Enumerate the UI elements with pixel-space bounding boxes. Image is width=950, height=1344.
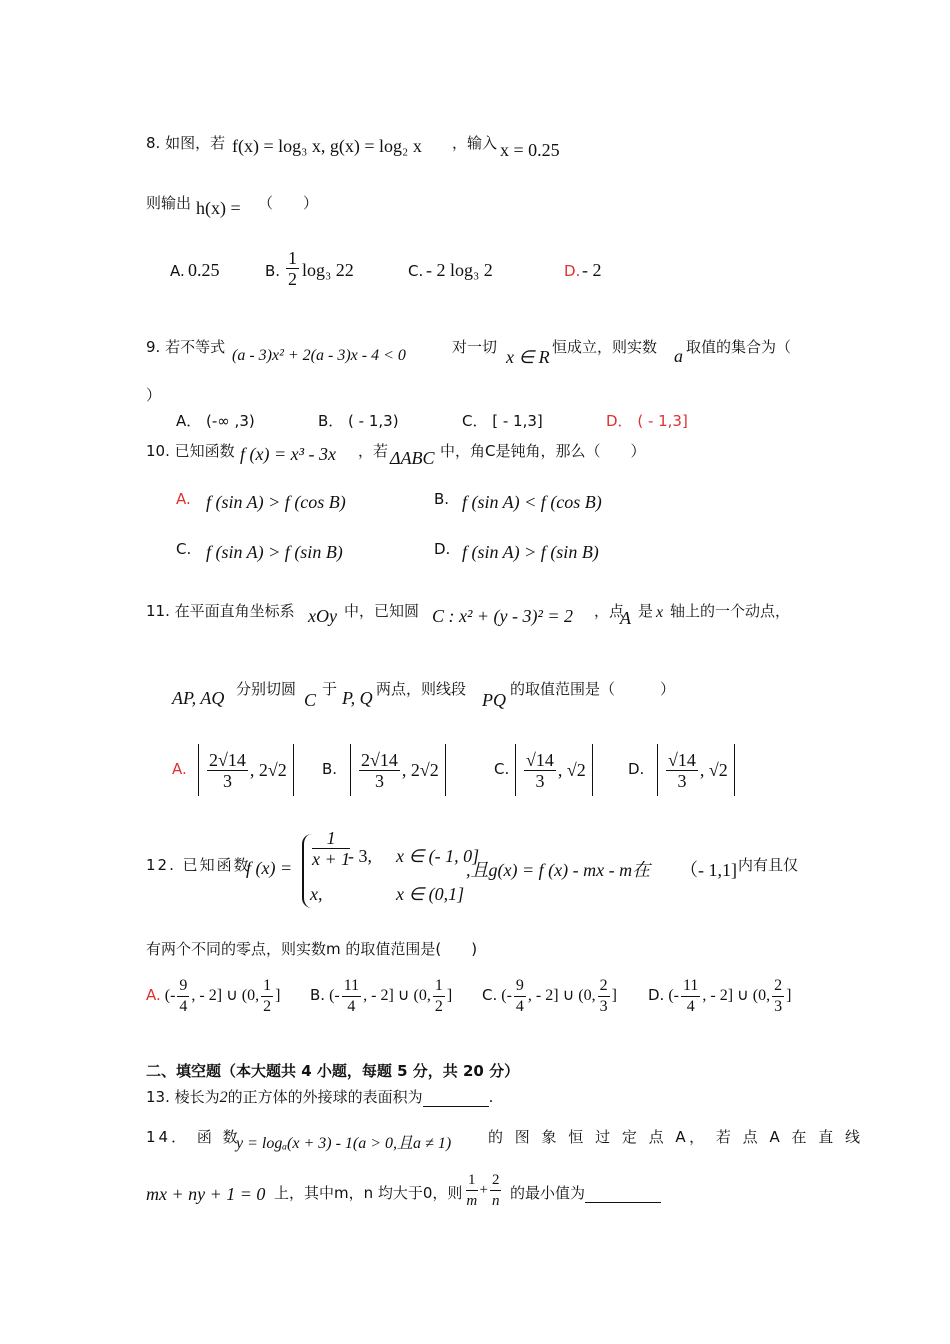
q11-mid2: ，点 [594,602,625,620]
q10-triangle: ΔABC [390,448,435,468]
q12-piece1-rest: - 3, [348,846,372,866]
q12-tail: 内有且仅 [738,856,799,874]
q11-system: xOy [308,606,337,626]
q11-points-pq: P, Q [342,688,373,708]
q8-option-b: log₃ 22 [302,260,354,280]
q9-tail: 恒成立，则实数 [552,338,658,356]
q9-option-b: B． ( - 1,3) [318,412,399,430]
q8-paren: （ ） [258,194,319,212]
q12-condition: ,且g(x) = f (x) - mx - m在 [466,860,651,880]
q12-option-b: B. (- $\frac{11}{4}$ , - 2] ∪ (0, $\frac{1}{2}$ ] [310,977,453,1015]
q11-circle: C : x² + (y - 3)² = 2 [432,606,574,626]
q11-option-d-label: D. [628,760,645,778]
q14-answer-blank[interactable] [585,1202,661,1203]
q8-input-label: ，输入 [452,134,498,152]
q10-option-a-label: A. [176,490,191,508]
q9-stem: 9. 若不等式 [146,338,226,356]
q10-option-b-label: B. [434,490,450,508]
q14-tail: 的 图 象 恒 过 定 点 A， 若 点 A 在 直 线 [488,1128,864,1146]
q11-option-a-label: A. [172,760,187,778]
q8-functions: f(x) = log₃ x, g(x) = log₂ x [232,136,422,156]
q11-option-c: $\frac{√14}{3}$ , √2 [515,744,593,796]
q14-question: 的最小值为 [510,1182,661,1203]
q12-option-a: A. (- $\frac{9}{4}$ , - 2] ∪ (0, $\frac{1}{2}$ ] [146,977,281,1015]
q10-mid: ，若 [358,442,389,460]
q12-interval: （- 1,1] [680,860,737,880]
q8-option-d: - 2 [582,260,602,280]
q10-stem: 10. 已知函数 [146,442,235,460]
q9-var: a [674,346,683,366]
q12-piece2: x, [310,884,323,904]
q11-point: A [620,608,631,628]
q11-segment: PQ [482,690,506,710]
q14-function: y = logₐ(x + 3) - 1(a > 0,且a ≠ 1) [236,1135,452,1152]
q12-stem: 12. 已知函数 [146,856,251,874]
q10-option-c-label: C. [176,540,192,558]
q10-option-b: f (sin A) < f (cos B) [462,492,602,512]
q12-fx: f (x) = [246,858,293,878]
q9-mid: 对一切 [452,338,498,356]
q9-option-a: A． (-∞ ,3) [176,412,255,430]
q9-inequality: (a - 3)x² + 2(a - 3)x - 4 < 0 [232,347,406,364]
q8-input-value: x = 0.25 [500,140,560,160]
q11-l2b: 分别切圆 [236,680,297,698]
q11-axis: x [656,604,664,621]
q11-option-d: $\frac{√14}{3}$ , √2 [657,744,735,796]
q10-option-d-label: D. [434,540,451,558]
q9-condition: x ∈ R [506,347,550,367]
q14-line: mx + ny + 1 = 0 [146,1184,266,1204]
q9-close: ） [146,386,162,404]
q8-option-c: - 2 log₃ 2 [426,260,493,280]
q14-stem: 14． 函 数 [146,1128,241,1146]
q11-option-b: $\frac{2√14}{3}$ , 2√2 [350,744,446,796]
q11-option-b-label: B. [322,760,338,778]
q10-option-d: f (sin A) > f (sin B) [462,542,599,562]
section-2-heading: 二、填空题（本大题共 4 小题，每题 5 分，共 20 分） [146,1062,520,1080]
q11-tangents: AP, AQ [172,688,225,708]
q14-expression: $\frac{1}{m}$ + $\frac{2}{n}$ [466,1172,500,1209]
q10-option-c: f (sin A) > f (sin B) [206,542,343,562]
q12-line2: 有两个不同的零点，则实数m 的取值范围是( ) [146,940,478,958]
q10-tail: 中，角C是钝角，那么（ ） [440,442,646,460]
q11-l2d: 于 [322,680,338,698]
q9-tail2: 取值的集合为（ [686,338,792,356]
q9-option-c: C． [ - 1,3] [462,412,543,430]
q10-function: f (x) = x³ - 3x [240,444,336,464]
q11-mid3: 是 [638,602,654,620]
q8-option-b-label: B. [265,262,281,280]
q12-piece2-cond: x ∈ (0,1] [396,884,465,904]
q10-option-a: f (sin A) > f (cos B) [206,492,346,512]
q11-mid: 中，已知圆 [344,602,420,620]
q12-piece1-fraction: $\frac{1}{x + 1}$ [312,828,351,869]
q11-l2h: 的取值范围是（ ） [510,680,676,698]
q12-option-d: D. (- $\frac{11}{4}$ , - 2] ∪ (0, $\frac{2}{3}$ ] [648,977,792,1015]
q8-output: h(x) = [196,198,241,218]
q12-piece1-cond: x ∈ (- 1, 0] [396,846,480,866]
q11-stem: 11. 在平面直角坐标系 [146,602,295,620]
q9-option-d: D． ( - 1,3] [606,412,688,430]
q8-output-label: 则输出 [146,194,192,212]
q14-condition: 上，其中m，n 均大于0，则 [274,1184,463,1202]
q11-circle-c: C [304,690,317,710]
q8-option-b-fraction: $\frac{1}{2}$ [288,248,297,289]
q11-tail: 轴上的一个动点， [670,602,791,620]
q8-option-c-label: C. [408,262,424,280]
q8-stem: 8. 如图，若 [146,134,226,152]
q11-option-c-label: C. [494,760,510,778]
q8-option-a: 0.25 [188,260,220,280]
q8-option-a-label: A. [170,262,185,280]
q8-option-d-label: D. [564,262,581,280]
q13-stem: 13. 棱长为2的正方体的外接球的表面积为 . [146,1088,494,1106]
q12-option-c: C. (- $\frac{9}{4}$ , - 2] ∪ (0, $\frac{2}{3}$ ] [482,977,617,1015]
q11-l2f: 两点，则线段 [376,680,467,698]
q11-option-a: $\frac{2√14}{3}$ , 2√2 [198,744,294,796]
q13-answer-blank[interactable] [423,1106,489,1107]
